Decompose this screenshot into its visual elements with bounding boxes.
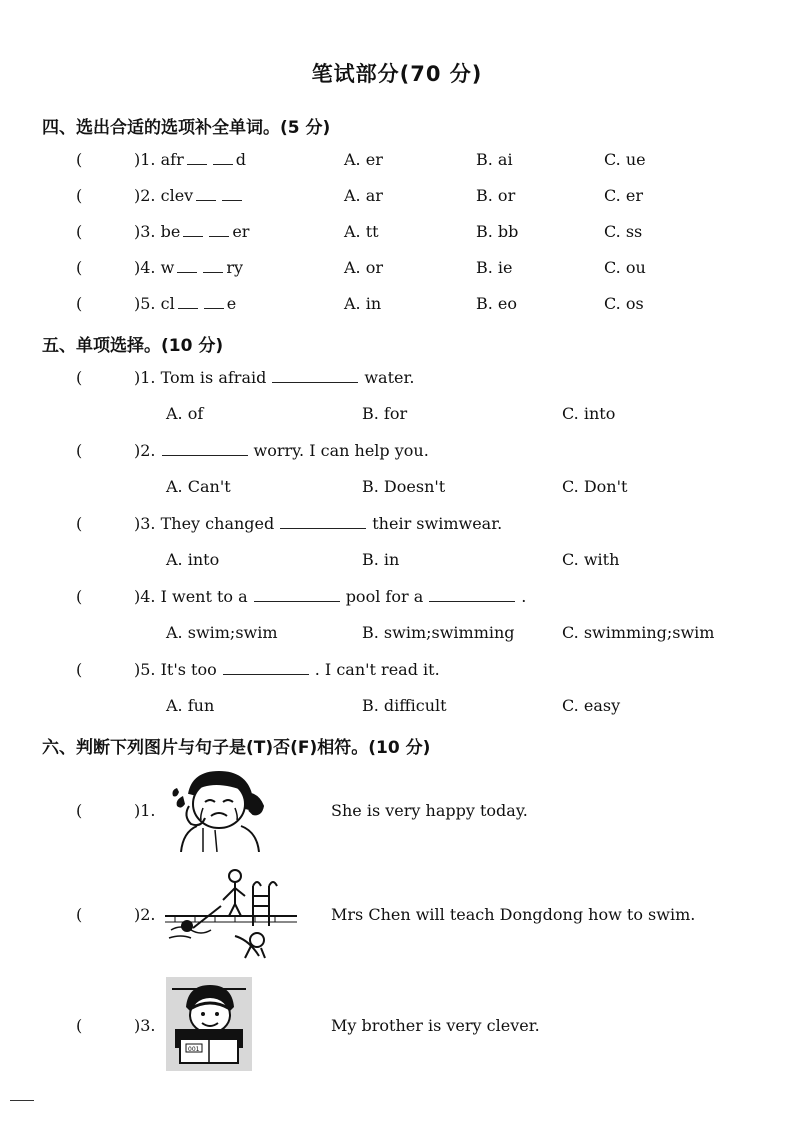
option-b[interactable]: B. ai [476,150,513,169]
answer-paren-open[interactable]: ( [76,905,83,924]
question-4-2: )2. clev [134,186,245,205]
answer-blank[interactable] [223,660,309,675]
letter-blank[interactable] [178,294,198,309]
option-a[interactable]: A. tt [344,222,379,241]
answer-paren-open[interactable]: ( [76,186,83,205]
option-a[interactable]: A. ar [344,186,383,205]
option-a[interactable]: A. in [344,294,382,313]
option-b[interactable]: B. in [362,550,400,569]
letter-blank[interactable] [177,258,197,273]
option-a[interactable]: A. or [344,258,384,277]
answer-paren-open[interactable]: ( [76,222,83,241]
option-b[interactable]: B. Doesn't [362,477,446,496]
question-4-3: )3. be er [134,222,250,241]
option-b[interactable]: B. or [476,186,516,205]
question-4-1: )1. afr d [134,150,246,169]
question-5-3: )3. They changed their swimwear. [134,514,503,533]
option-c[interactable]: C. into [562,404,616,423]
option-c[interactable]: C. swimming;swim [562,623,715,642]
answer-paren-open[interactable]: ( [76,441,83,460]
option-c[interactable]: C. er [604,186,643,205]
question-6-1-number: )1. [134,801,156,820]
answer-paren-open[interactable]: ( [76,150,83,169]
letter-blank[interactable] [203,258,223,273]
answer-blank[interactable] [280,514,366,529]
option-b[interactable]: B. bb [476,222,519,241]
section-4-heading: 四、选出合适的选项补全单词。(5 分) [42,118,331,138]
option-b[interactable]: B. for [362,404,408,423]
page-edge-mark [10,1100,34,1101]
page-title: 笔试部分(70 分) [311,62,483,86]
option-b[interactable]: B. ie [476,258,513,277]
sentence-6-2: Mrs Chen will teach Dongdong how to swim. [331,905,696,924]
option-c[interactable]: C. with [562,550,620,569]
section-5-heading: 五、单项选择。(10 分) [42,336,224,356]
sentence-6-1: She is very happy today. [331,801,528,820]
letter-blank[interactable] [204,294,224,309]
question-5-4: )4. I went to a pool for a . [134,587,527,606]
answer-paren-open[interactable]: ( [76,294,83,313]
option-a[interactable]: A. er [344,150,383,169]
option-a[interactable]: A. into [166,550,220,569]
option-a[interactable]: A. Can't [166,477,231,496]
letter-blank[interactable] [183,222,203,237]
option-b[interactable]: B. eo [476,294,518,313]
answer-blank[interactable] [254,587,340,602]
letter-blank[interactable] [213,150,233,165]
answer-paren-open[interactable]: ( [76,258,83,277]
option-c[interactable]: C. os [604,294,644,313]
sentence-6-3: My brother is very clever. [331,1016,540,1035]
option-b[interactable]: B. swim;swimming [362,623,515,642]
swimming-pool-picture [165,866,297,962]
question-5-1: )1. Tom is afraid water. [134,368,415,387]
question-5-2: )2. worry. I can help you. [134,441,429,460]
option-c[interactable]: C. easy [562,696,621,715]
letter-blank[interactable] [196,186,216,201]
option-c[interactable]: C. ue [604,150,646,169]
letter-blank[interactable] [222,186,242,201]
answer-paren-open[interactable]: ( [76,368,83,387]
option-c[interactable]: C. ss [604,222,643,241]
book-label: 001 [188,1046,200,1053]
option-a[interactable]: A. fun [166,696,215,715]
boy-reading-illustration [166,977,252,1071]
option-a[interactable]: A. of [166,404,204,423]
answer-paren-open[interactable]: ( [76,801,83,820]
answer-paren-open[interactable]: ( [76,660,83,679]
option-a[interactable]: A. swim;swim [166,623,278,642]
option-c[interactable]: C. Don't [562,477,628,496]
answer-paren-open[interactable]: ( [76,1016,83,1035]
question-4-4: )4. w ry [134,258,243,277]
question-5-5: )5. It's too . I can't read it. [134,660,440,679]
answer-blank[interactable] [272,368,358,383]
option-c[interactable]: C. ou [604,258,646,277]
question-4-5: )5. cl e [134,294,237,313]
letter-blank[interactable] [187,150,207,165]
answer-blank[interactable] [429,587,515,602]
option-b[interactable]: B. difficult [362,696,447,715]
boy-reading-picture [166,977,252,1071]
question-6-2-number: )2. [134,905,156,924]
answer-paren-open[interactable]: ( [76,514,83,533]
letter-blank[interactable] [209,222,229,237]
section-6-heading: 六、判断下列图片与句子是(T)否(F)相符。(10 分) [42,738,431,758]
answer-paren-open[interactable]: ( [76,587,83,606]
answer-blank[interactable] [162,441,248,456]
crying-girl-picture [163,766,269,852]
question-6-3-number: )3. [134,1016,156,1035]
